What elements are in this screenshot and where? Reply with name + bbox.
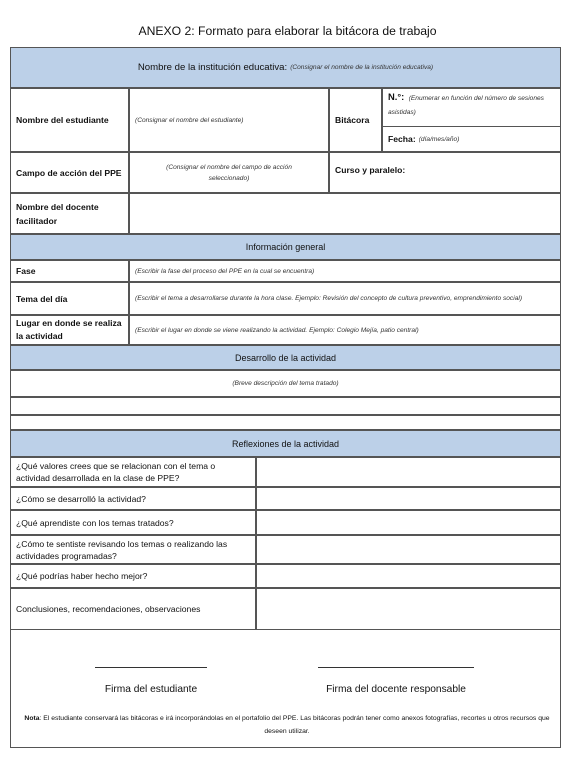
activity-line[interactable] bbox=[10, 415, 561, 430]
number-label: N.°: bbox=[388, 91, 405, 102]
student-signature-line[interactable] bbox=[95, 667, 207, 668]
teacher-field[interactable] bbox=[129, 193, 561, 234]
reflection-question: ¿Cómo se desarrolló la actividad? bbox=[10, 487, 256, 510]
bitacora-label: Bitácora bbox=[329, 88, 382, 152]
number-hint: (Enumerar en función del número de sesiones asistidas) bbox=[388, 95, 544, 116]
teacher-label: Nombre del docente facilitador bbox=[10, 193, 129, 234]
general-info-header: Información general bbox=[10, 234, 561, 260]
course-label: Curso y paralelo: bbox=[335, 165, 406, 175]
field-label: Campo de acción del PPE bbox=[10, 152, 129, 193]
phase-label: Fase bbox=[10, 260, 129, 282]
reflection-question: ¿Qué podrías haber hecho mejor? bbox=[10, 564, 256, 588]
student-label: Nombre del estudiante bbox=[10, 88, 129, 152]
document-title: ANEXO 2: Formato para elaborar la bitácora de trabajo bbox=[138, 24, 437, 38]
note-label: Nota bbox=[24, 715, 40, 722]
teacher-signature-line[interactable] bbox=[318, 667, 474, 668]
place-label: Lugar en donde se realiza la actividad bbox=[10, 315, 129, 345]
teacher-signature-label: Firma del docente responsable bbox=[326, 684, 466, 695]
place-field[interactable]: (Escribir el lugar en donde se viene realizando la actividad. Ejemplo: Colegio Mejía, patio central) bbox=[129, 315, 561, 345]
institution-label: Nombre de la institución educativa: bbox=[137, 62, 288, 73]
course-field[interactable] bbox=[329, 152, 561, 193]
note-text: : El estudiante conservará las bitácoras e irá incorporándolas en el portafolio del PPE. Las bitácoras podrán tener como anexos fotografías, recortes u otros recursos que deseen utilizar. bbox=[39, 715, 550, 735]
reflection-answer-field[interactable] bbox=[256, 487, 561, 510]
reflection-answer-field[interactable] bbox=[256, 510, 561, 535]
reflection-answer-field[interactable] bbox=[256, 588, 561, 630]
student-signature-label: Firma del estudiante bbox=[104, 684, 198, 695]
activity-line[interactable] bbox=[10, 397, 561, 415]
field-field[interactable]: (Consignar el nombre del campo de acción seleccionado) bbox=[129, 152, 329, 193]
reflection-question: ¿Cómo te sentiste revisando los temas o realizando las actividades programadas? bbox=[10, 535, 256, 564]
topic-label: Tema del día bbox=[10, 282, 129, 315]
reflection-answer-field[interactable] bbox=[256, 457, 561, 487]
activity-header: Desarrollo de la actividad bbox=[10, 345, 561, 370]
reflection-question: ¿Qué aprendiste con los temas tratados? bbox=[10, 510, 256, 535]
reflections-header: Reflexiones de la actividad bbox=[10, 430, 561, 457]
bitacora-number-field[interactable] bbox=[382, 88, 561, 127]
topic-field[interactable]: (Escribir el tema a desarrollarse durante la hora clase. Ejemplo: Revisión del concepto de cultura preventivo, emprendimiento social) bbox=[129, 282, 561, 315]
student-field[interactable]: (Consignar el nombre del estudiante) bbox=[129, 88, 329, 152]
date-label: Fecha: bbox=[388, 134, 416, 144]
reflection-question: Conclusiones, recomendaciones, observaciones bbox=[10, 588, 256, 630]
reflection-question: ¿Qué valores crees que se relacionan con el tema o actividad desarrollada en la clase de PPE? bbox=[10, 457, 256, 487]
reflection-answer-field[interactable] bbox=[256, 564, 561, 588]
activity-description-field[interactable]: (Breve descripción del tema tratado) bbox=[10, 370, 561, 397]
institution-header bbox=[10, 47, 561, 88]
footnote bbox=[20, 712, 554, 738]
phase-field[interactable]: (Escribir la fase del proceso del PPE en la cual se encuentra) bbox=[129, 260, 561, 282]
reflection-answer-field[interactable] bbox=[256, 535, 561, 564]
date-field[interactable] bbox=[382, 126, 561, 152]
date-hint: (día/mes/año) bbox=[418, 135, 460, 143]
institution-hint: (Consignar el nombre de la institución educativa) bbox=[290, 64, 434, 71]
